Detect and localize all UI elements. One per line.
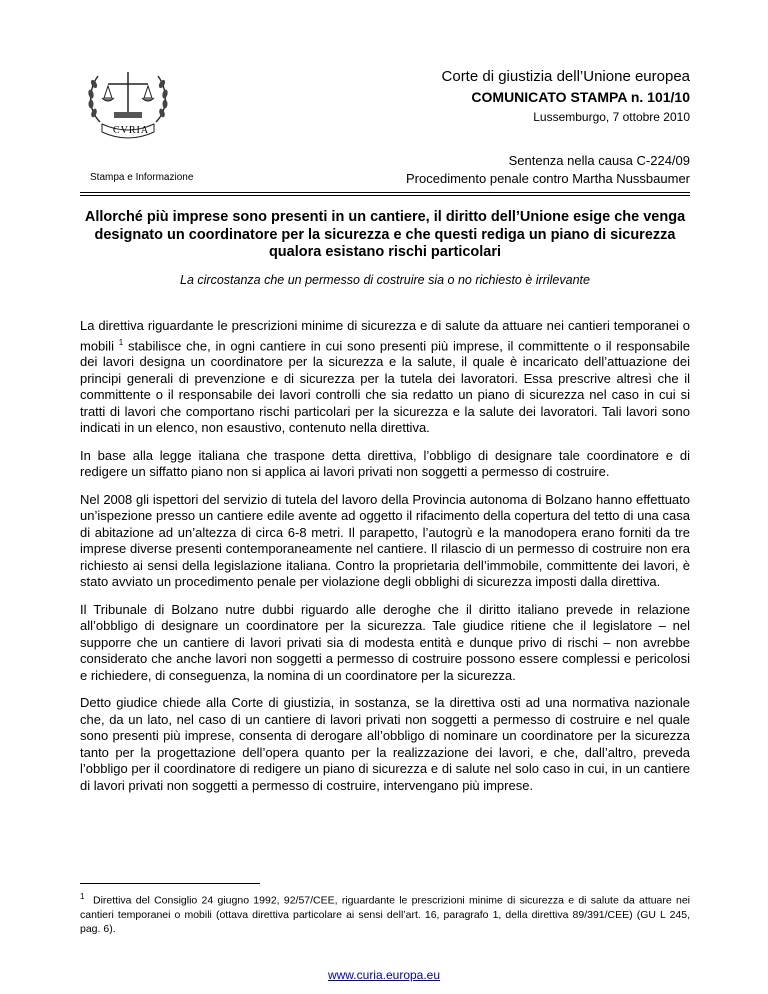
footnote-number: 1: [80, 892, 85, 901]
court-name: Corte di giustizia dell’Unione europea: [441, 68, 690, 85]
paragraph-1-start: La direttiva riguardante le prescrizioni minime di sicurezza e di salute da attuare nei cantieri temporanei o mobili: [80, 318, 690, 353]
case-info: [406, 152, 690, 188]
footnote-divider: [80, 883, 260, 884]
department-label: Stampa e Informazione: [90, 172, 194, 183]
case-title: Procedimento penale contro Martha Nussbaumer: [406, 171, 690, 186]
paragraph-5: Detto giudice chiede alla Corte di giustizia, in sostanza, se la direttiva osti ad una normativa nazionale che, da un lato, nel caso di un cantiere di lavori privati non soggetti a permesso di costruire e nel quale sono presenti più imprese, consenta di derogare all’obbligo di nominare un coordinatore per la sicurezza tanto per la progettazione dell’opera quanto per la realizzazione dei lavori, e che, dall’altro, preveda l’obbligo per il coordinatore di redigere un piano di sicurezza e di salute nel solo caso in cui, in un cantiere di lavori privati non soggetti a permesso di costruire, intervengano più imprese.: [80, 695, 690, 793]
case-number: Sentenza nella causa C-224/09: [508, 153, 690, 168]
footnote: [80, 890, 690, 936]
footer-link[interactable]: www.curia.europa.eu: [327, 968, 441, 982]
header-divider-thin: [80, 195, 690, 196]
logo-text: CVRIA: [113, 125, 150, 136]
headline: Allorché più imprese sono presenti in un cantiere, il diritto dell’Unione esige che venga designato un coordinatore per la sicurezza e che questi rediga un piano di sicurezza qualora esistano rischi particolari: [84, 209, 686, 260]
footnote-text: Direttiva del Consiglio 24 giugno 1992, 92/57/CEE, riguardante le prescrizioni minime di sicurezza e di salute da attuare nei cantieri temporanei o mobili (ottava direttiva particolare ai sensi dell’art. 16, paragrafo 1, della direttiva 89/391/CEE) (GU L 245, pag. 6).: [80, 894, 690, 935]
paragraph-1: [80, 318, 690, 437]
header-divider: [80, 192, 690, 193]
place-date: Lussemburgo, 7 ottobre 2010: [533, 110, 690, 124]
subtitle: La circostanza che un permesso di costruire sia o no richiesto è irrilevante: [180, 273, 590, 287]
paragraph-1-end: stabilisce che, in ogni cantiere in cui sono presenti più imprese, il committente o il responsabile dei lavori designa un coordinatore per la sicurezza e la salute, il quale è incaricato dell’attuazione dei principi generali di prevenzione e di sicurezza per la tutela dei lavoratori. Essa prescrive altresì che il committente o il responsabile dei lavori controlli che sia redatto un piano di sicurezza nel caso in cui si tratti di lavori che comportano rischi particolari per la sicurezza e la salute dei lavoratori. Tali lavori sono indicati in un elenco, non esaustivo, contenuto nella direttiva.: [80, 337, 690, 436]
article-body: [80, 318, 690, 805]
paragraph-4: Il Tribunale di Bolzano nutre dubbi riguardo alle deroghe che il diritto italiano prevede in relazione all’obbligo di designare un coordinatore per la sicurezza. Tale giudice ritiene che il legislatore – nel supporre che un cantiere di lavori privati sia di modesta entità e dunque privo di rischi – non avrebbe considerato che anche lavori non soggetti a permesso di costruire possono essere complessi e pericolosi e richiedere, di conseguenza, la nomina di un coordinatore per la sicurezza.: [80, 601, 690, 683]
footnote-ref: 1: [118, 337, 124, 347]
curia-logo: [80, 62, 176, 152]
paragraph-3: Nel 2008 gli ispettori del servizio di tutela del lavoro della Provincia autonoma di Bolzano hanno effettuato un’ispezione presso un cantiere edile avente ad oggetto il rifacimento della copertura del tetto di una casa di abitazione ad un’altezza di circa 6-8 metri. Il parapetto, l’autogrù e la manodopera erano forniti da tre imprese diverse presenti contemporaneamente nel cantiere. Il rilascio di un permesso di costruire non era richiesto ai sensi della legislazione italiana. Contro la proprietaria dell’immobile, committente dei lavori, è stato avviato un procedimento penale per violazione degli obblighi di sicurezza imposti dalla direttiva.: [80, 491, 690, 590]
paragraph-2: In base alla legge italiana che traspone detta direttiva, l’obbligo di designare tale coordinatore e di redigere un siffatto piano non si applica ai lavori privati non soggetti a permesso di costruire.: [80, 447, 690, 480]
press-release-number: COMUNICATO STAMPA n. 101/10: [471, 89, 690, 105]
